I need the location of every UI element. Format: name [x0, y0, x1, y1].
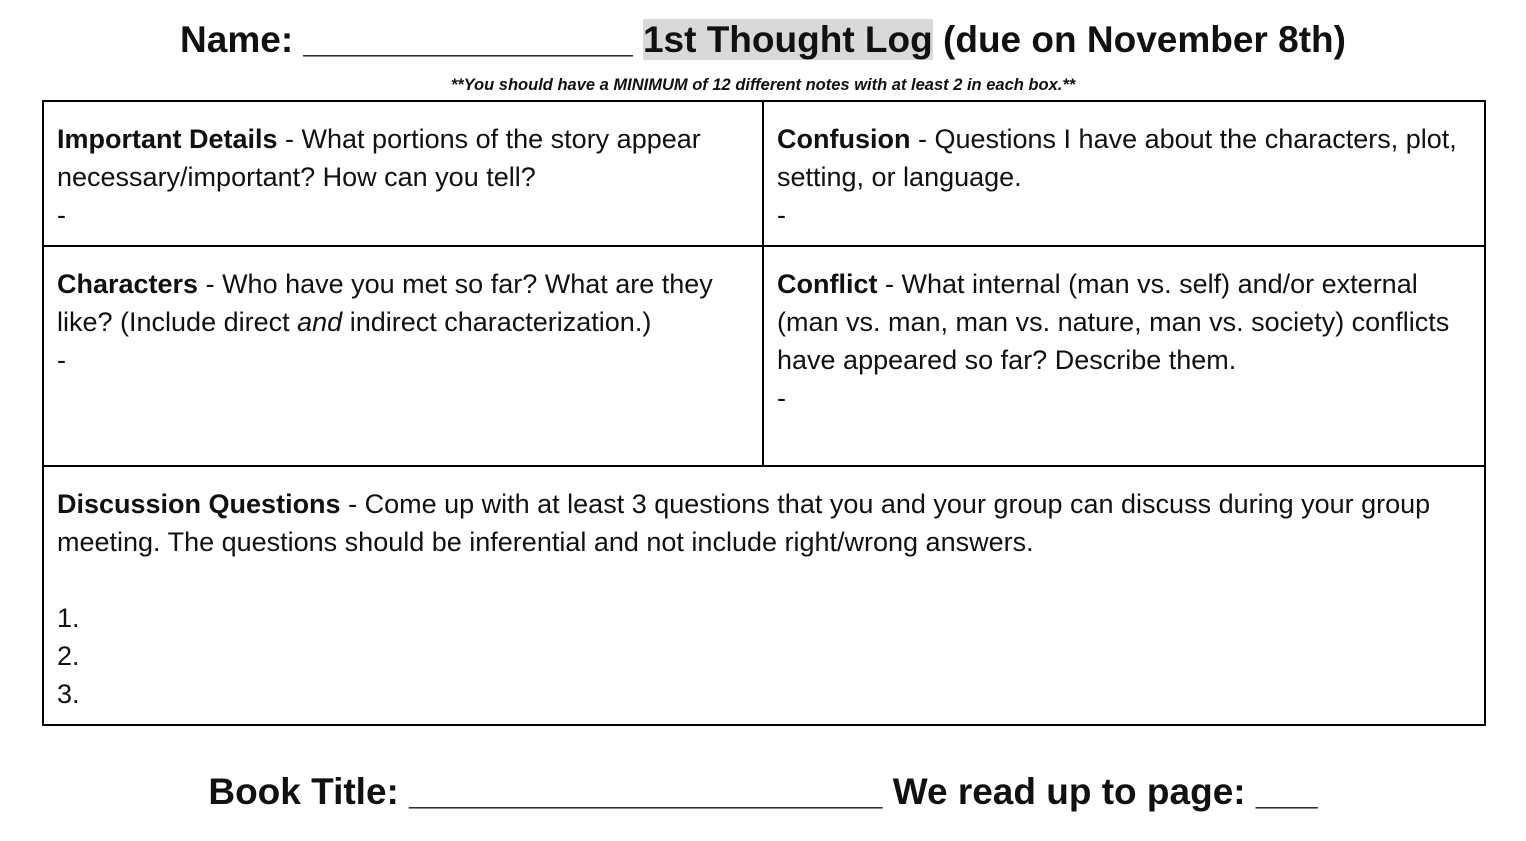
pages-read-label: We read up to page: ___ — [892, 771, 1318, 812]
confusion-heading: Confusion — [777, 124, 911, 154]
important-details-box[interactable] — [43, 101, 763, 246]
characters-prompt-start: - Who have you met so far? What are they like? (Include direct — [57, 269, 713, 337]
important-details-bullet: - — [57, 200, 66, 230]
name-label: Name: ________________ — [180, 19, 633, 60]
thought-log-table — [42, 100, 1486, 726]
discussion-questions-prompt: - Come up with at least 3 questions that you and your group can discuss during your group meeting. The questions should be inferential and not include right/wrong answers. — [57, 489, 1431, 557]
confusion-bullet: - — [777, 200, 786, 230]
page-title — [0, 14, 1526, 66]
characters-heading: Characters — [57, 269, 199, 299]
confusion-prompt: - Questions I have about the characters, plot, setting, or language. — [777, 124, 1457, 192]
characters-box[interactable] — [43, 246, 763, 466]
conflict-heading: Conflict — [777, 269, 878, 299]
discussion-question-item: 1. — [57, 603, 80, 633]
characters-prompt-end: indirect characterization.) — [342, 307, 652, 337]
book-title-label: Book Title: _______________________ — [208, 771, 883, 812]
characters-prompt-emphasis: and — [297, 307, 343, 337]
discussion-questions-box[interactable] — [43, 466, 1485, 725]
due-date: (due on November 8th) — [943, 19, 1346, 60]
conflict-prompt: - What internal (man vs. self) and/or external (man vs. man, man vs. nature, man vs. society) conflicts have appeared so far? Describe them. — [777, 269, 1450, 375]
important-details-prompt: - What portions of the story appear necessary/important? How can you tell? — [57, 124, 701, 192]
discussion-question-item: 2. — [57, 641, 80, 671]
conflict-bullet: - — [777, 383, 786, 413]
characters-bullet: - — [57, 345, 66, 375]
discussion-question-item: 3. — [57, 679, 80, 709]
book-info-line — [0, 766, 1526, 818]
instructions-note: **You should have a MINIMUM of 12 different notes with at least 2 in each box.** — [450, 76, 1076, 94]
log-title: 1st Thought Log — [642, 19, 933, 60]
confusion-box[interactable] — [763, 101, 1485, 246]
important-details-heading: Important Details — [57, 124, 278, 154]
conflict-box[interactable] — [763, 246, 1485, 466]
discussion-questions-heading: Discussion Questions — [57, 489, 341, 519]
